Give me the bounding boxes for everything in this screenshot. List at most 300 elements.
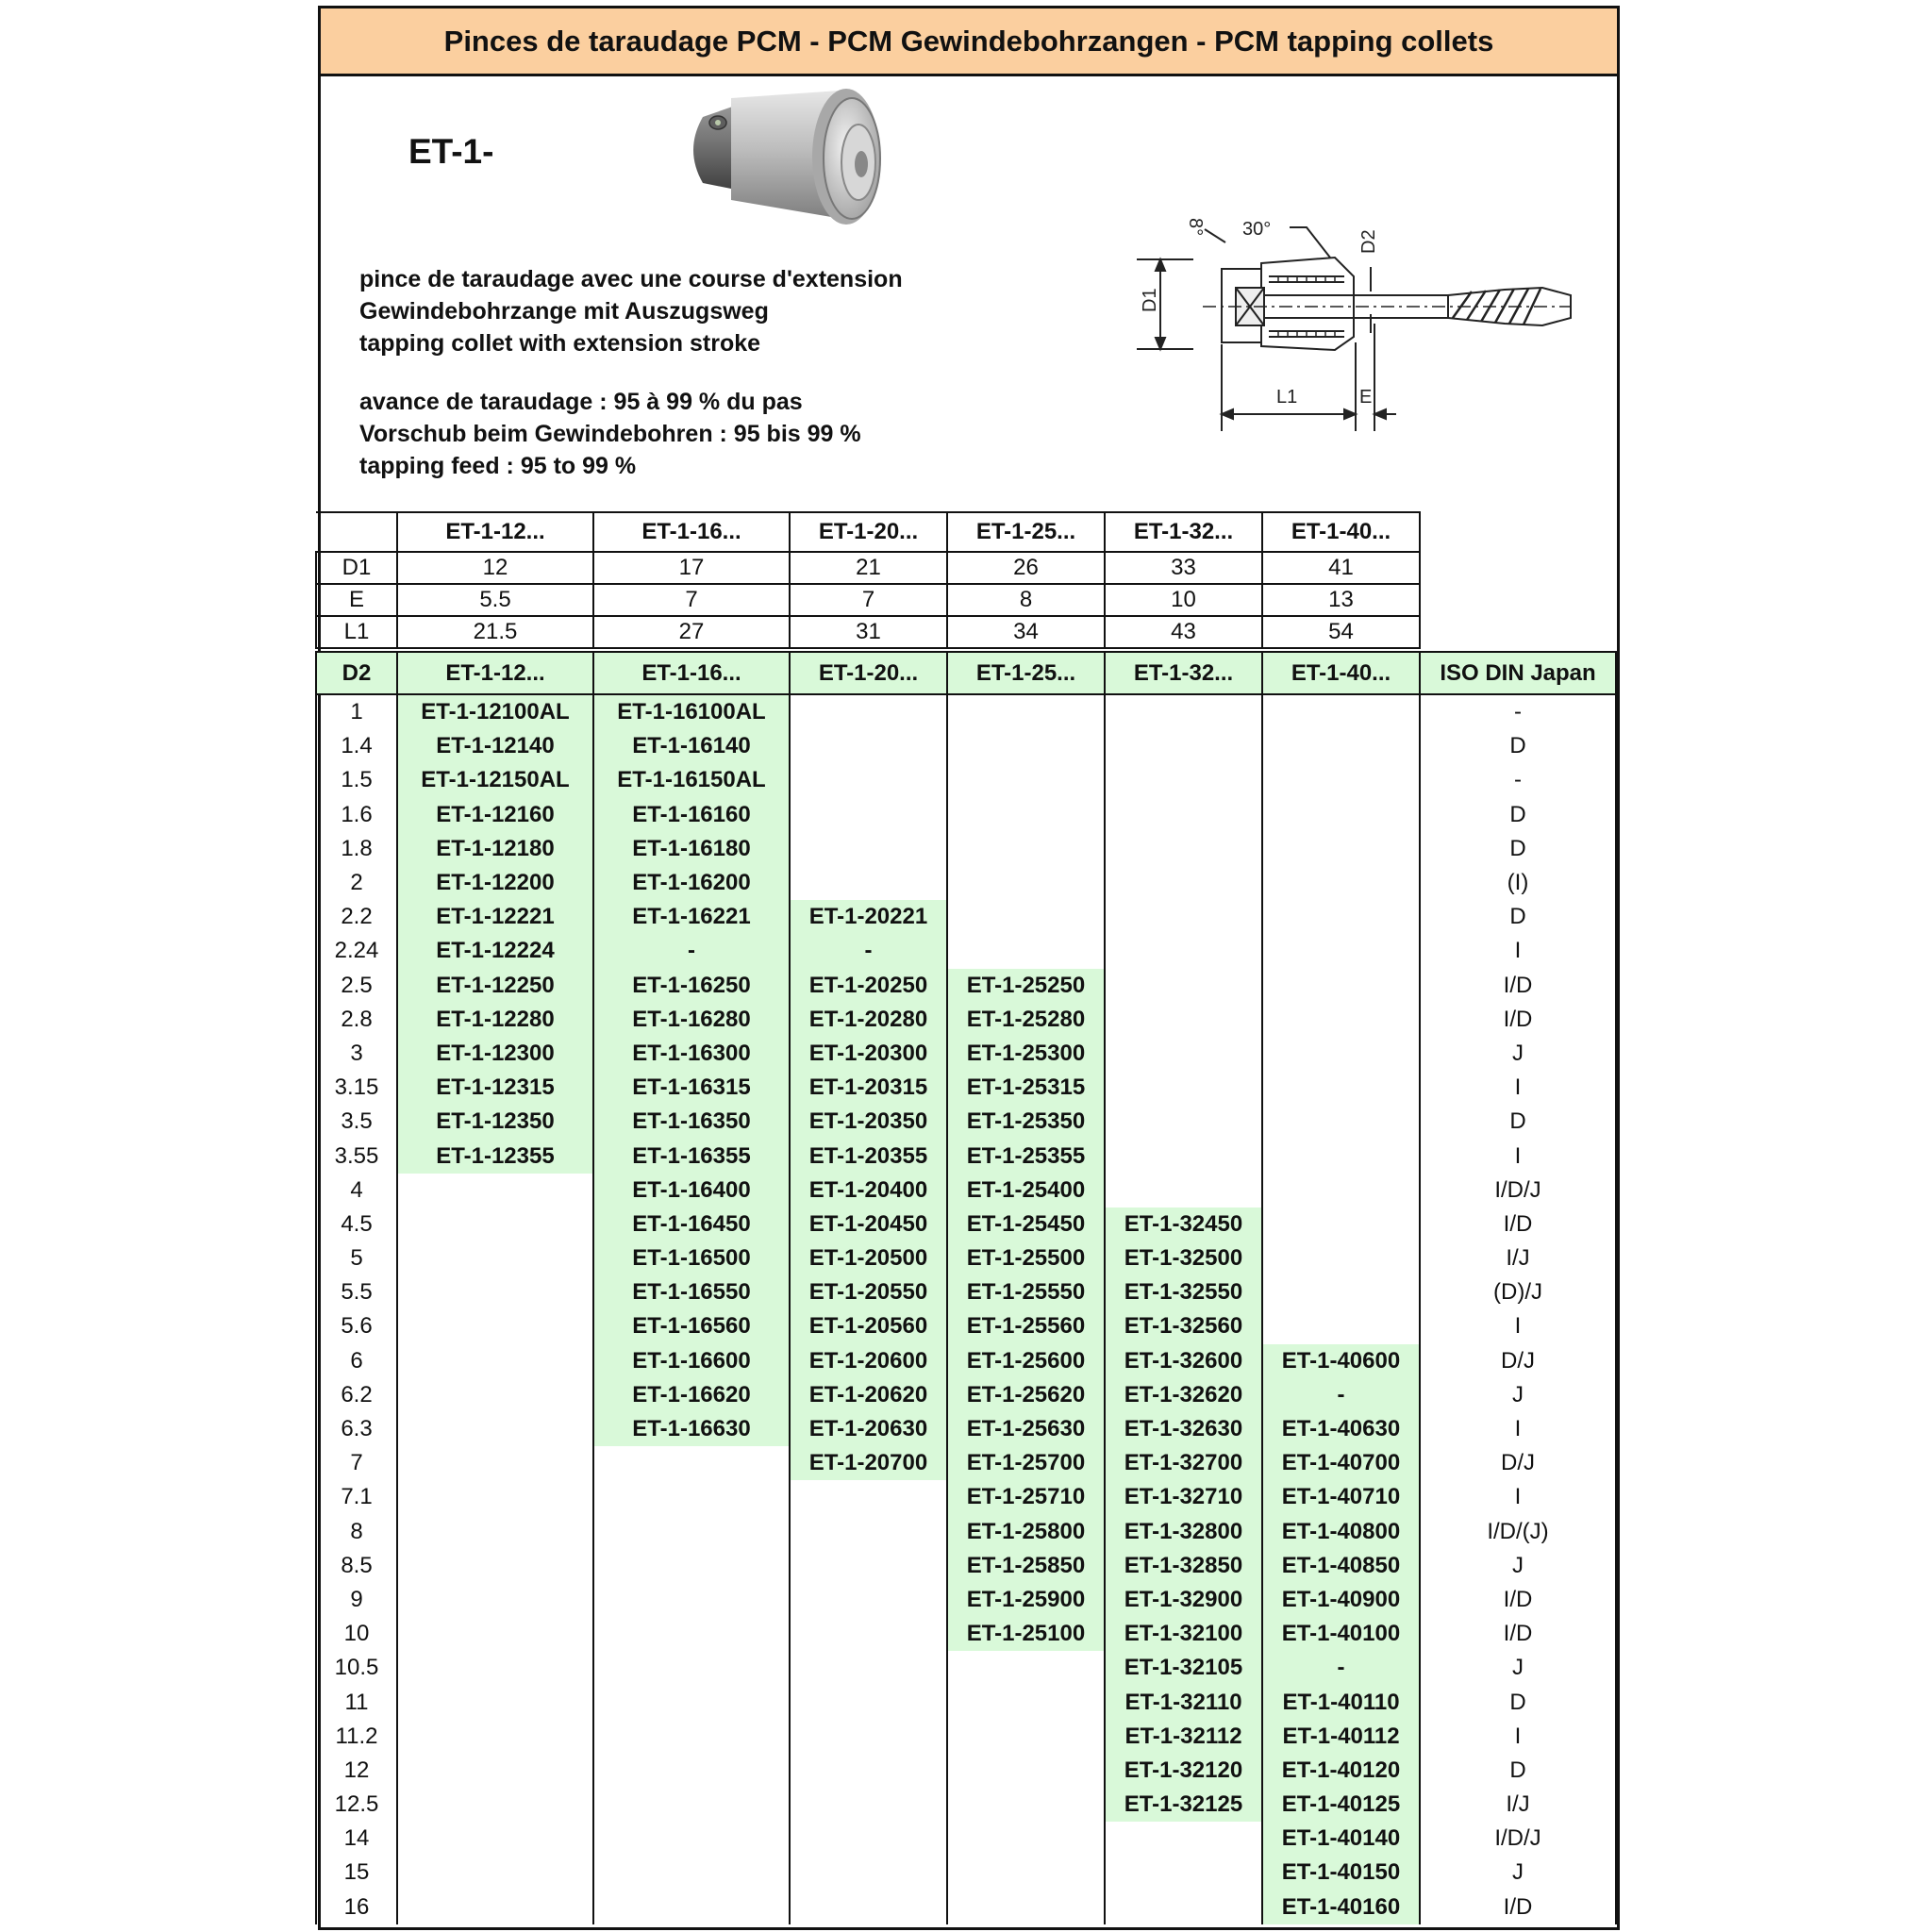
drawing-label-angle: 30° [1242,219,1272,240]
part-number: ET-1-20560 [790,1309,947,1343]
part-number: ET-1-16355 [593,1139,790,1173]
empty-cell [1105,1105,1262,1139]
part-number: ET-1-25355 [947,1139,1105,1173]
parts-header-row [316,652,1616,694]
d2-value: 3.55 [316,1139,397,1173]
part-number: ET-1-40125 [1262,1788,1420,1822]
d2-value: 5 [316,1241,397,1275]
empty-cell [397,1583,593,1617]
empty-cell [1262,969,1420,1003]
empty-cell [1105,934,1262,968]
table-row [316,1685,1616,1719]
dimension-value: 8 [947,584,1105,616]
empty-cell [397,1549,593,1583]
empty-cell [397,1480,593,1514]
table-row [316,1480,1616,1514]
part-number: ET-1-16400 [593,1174,790,1208]
empty-cell [593,1720,790,1754]
parts-d2-header: D2 [316,652,397,694]
dimension-value: 41 [1262,552,1420,584]
d2-value: 8 [316,1515,397,1549]
iso-din-japan-value: (I) [1420,866,1616,900]
part-number: ET-1-40112 [1262,1720,1420,1754]
dimensions-header-row [316,512,1420,552]
d2-value: 10.5 [316,1651,397,1685]
empty-cell [397,1754,593,1788]
iso-din-japan-value: J [1420,1651,1616,1685]
dimension-value: 31 [790,616,947,648]
empty-cell [947,1822,1105,1856]
empty-cell [397,1174,593,1208]
part-number: ET-1-20221 [790,900,947,934]
d2-value: 11 [316,1685,397,1719]
part-number: ET-1-32100 [1105,1617,1262,1651]
drawing-label-l1: L1 [1276,387,1298,408]
table-row [316,832,1616,866]
part-number: ET-1-25315 [947,1071,1105,1105]
dimensions-corner-cell [316,512,397,552]
empty-cell [790,1754,947,1788]
empty-cell [397,1651,593,1685]
empty-cell [947,1788,1105,1822]
table-row [316,1378,1616,1412]
iso-din-japan-value: J [1420,1037,1616,1071]
table-row [316,969,1616,1003]
part-number: ET-1-25550 [947,1275,1105,1309]
empty-cell [947,1890,1105,1924]
part-number: ET-1-32800 [1105,1515,1262,1549]
empty-cell [397,1378,593,1412]
empty-cell [947,1651,1105,1685]
table-row [316,1890,1616,1924]
dimension-value: 26 [947,552,1105,584]
empty-cell [1105,798,1262,832]
table-row [316,866,1616,900]
part-number: ET-1-16315 [593,1071,790,1105]
part-number: ET-1-25850 [947,1549,1105,1583]
part-number: ET-1-20550 [790,1275,947,1309]
d2-value: 2.24 [316,934,397,968]
d2-value: 5.6 [316,1309,397,1343]
d2-value: 12.5 [316,1788,397,1822]
iso-din-japan-value: J [1420,1378,1616,1412]
iso-din-japan-value: J [1420,1856,1616,1890]
part-number: ET-1-32550 [1105,1275,1262,1309]
table-row [316,1174,1616,1208]
part-number: ET-1-20280 [790,1003,947,1037]
empty-cell [790,832,947,866]
d2-value: 5.5 [316,1275,397,1309]
part-number: - [593,934,790,968]
iso-din-japan-value: I/J [1420,1788,1616,1822]
iso-din-japan-value: I/D [1420,1208,1616,1241]
table-row [316,1003,1616,1037]
d2-value: 3 [316,1037,397,1071]
table-row [316,1822,1616,1856]
parts-iso-header: ISO DIN Japan [1420,652,1616,694]
empty-cell [593,1788,790,1822]
part-number: ET-1-32600 [1105,1344,1262,1378]
part-number: ET-1-32700 [1105,1446,1262,1480]
dimension-value: 17 [593,552,790,584]
part-number: ET-1-25280 [947,1003,1105,1037]
d2-value: 8.5 [316,1549,397,1583]
empty-cell [1262,798,1420,832]
part-number: ET-1-32620 [1105,1378,1262,1412]
empty-cell [1262,1208,1420,1241]
feed-en: tapping feed : 95 to 99 % [359,453,637,479]
product-code: ET-1- [408,132,494,171]
empty-cell [947,866,1105,900]
part-number: ET-1-12350 [397,1105,593,1139]
feed-fr: avance de taraudage : 95 à 99 % du pas [359,389,803,415]
part-number: ET-1-32900 [1105,1583,1262,1617]
empty-cell [397,1344,593,1378]
description-block [359,263,903,359]
iso-din-japan-value: I/J [1420,1241,1616,1275]
empty-cell [397,1822,593,1856]
empty-cell [397,1241,593,1275]
iso-din-japan-value: I/D [1420,1890,1616,1924]
empty-cell [593,1549,790,1583]
empty-cell [790,1480,947,1514]
d2-value: 1.4 [316,729,397,763]
iso-din-japan-value: I [1420,1412,1616,1446]
iso-din-japan-value: I [1420,1139,1616,1173]
empty-cell [947,832,1105,866]
d2-value: 1 [316,694,397,729]
empty-cell [593,1822,790,1856]
part-number: ET-1-40600 [1262,1344,1420,1378]
table-row [316,1071,1616,1105]
parts-column-header: ET-1-12... [397,652,593,694]
empty-cell [1262,900,1420,934]
empty-cell [1105,1003,1262,1037]
iso-din-japan-value: J [1420,1549,1616,1583]
part-number: ET-1-25450 [947,1208,1105,1241]
d2-value: 2.2 [316,900,397,934]
part-number: ET-1-32120 [1105,1754,1262,1788]
empty-cell [593,1856,790,1890]
empty-cell [593,1685,790,1719]
part-number: ET-1-12150AL [397,763,593,797]
d2-value: 11.2 [316,1720,397,1754]
part-number: ET-1-40150 [1262,1856,1420,1890]
empty-cell [947,1720,1105,1754]
empty-cell [947,763,1105,797]
part-number: ET-1-20630 [790,1412,947,1446]
empty-cell [1262,1309,1420,1343]
d2-value: 6.3 [316,1412,397,1446]
table-row [316,1412,1616,1446]
empty-cell [947,798,1105,832]
dimensions-column-header: ET-1-25... [947,512,1105,552]
empty-cell [947,729,1105,763]
empty-cell [947,1856,1105,1890]
d2-value: 4.5 [316,1208,397,1241]
part-number: ET-1-12221 [397,900,593,934]
table-row [316,1651,1616,1685]
part-number: ET-1-16140 [593,729,790,763]
empty-cell [397,1446,593,1480]
empty-cell [1262,832,1420,866]
d2-value: 15 [316,1856,397,1890]
empty-cell [947,934,1105,968]
d2-value: 7 [316,1446,397,1480]
part-number: ET-1-16620 [593,1378,790,1412]
table-row [316,1241,1616,1275]
part-number: ET-1-16221 [593,900,790,934]
collet-photo [675,79,920,249]
part-number: ET-1-25600 [947,1344,1105,1378]
empty-cell [1105,1822,1262,1856]
dimensions-column-header: ET-1-12... [397,512,593,552]
part-number: ET-1-12200 [397,866,593,900]
part-number: ET-1-12180 [397,832,593,866]
part-number: - [790,934,947,968]
empty-cell [790,729,947,763]
feed-block [359,386,861,482]
table-row [316,798,1616,832]
table-row [316,763,1616,797]
empty-cell [1262,694,1420,729]
part-number: ET-1-20315 [790,1071,947,1105]
part-number: ET-1-12315 [397,1071,593,1105]
iso-din-japan-value: D/J [1420,1344,1616,1378]
empty-cell [593,1651,790,1685]
empty-cell [1105,1890,1262,1924]
iso-din-japan-value: D [1420,729,1616,763]
iso-din-japan-value: I/D/(J) [1420,1515,1616,1549]
part-number: ET-1-16630 [593,1412,790,1446]
iso-din-japan-value: I/D/J [1420,1174,1616,1208]
parts-column-header: ET-1-16... [593,652,790,694]
iso-din-japan-value: I/D [1420,1617,1616,1651]
part-number: ET-1-16450 [593,1208,790,1241]
part-number: ET-1-20400 [790,1174,947,1208]
drawing-label-angle-small: 8° [1185,218,1206,237]
iso-din-japan-value: D [1420,798,1616,832]
empty-cell [397,1788,593,1822]
table-row [316,1139,1616,1173]
iso-din-japan-value: I/D/J [1420,1822,1616,1856]
part-number: ET-1-25710 [947,1480,1105,1514]
part-number: ET-1-16300 [593,1037,790,1071]
part-number: ET-1-40710 [1262,1480,1420,1514]
feed-de: Vorschub beim Gewindebohren : 95 bis 99 % [359,421,861,447]
part-number: ET-1-32112 [1105,1720,1262,1754]
d2-value: 12 [316,1754,397,1788]
part-number: ET-1-20450 [790,1208,947,1241]
d2-value: 2.5 [316,969,397,1003]
empty-cell [947,1685,1105,1719]
part-number: ET-1-20355 [790,1139,947,1173]
table-row [316,1275,1616,1309]
part-number: ET-1-25400 [947,1174,1105,1208]
part-number: ET-1-32630 [1105,1412,1262,1446]
part-number: ET-1-16600 [593,1344,790,1378]
dimensions-column-header: ET-1-16... [593,512,790,552]
dimensions-column-header: ET-1-40... [1262,512,1420,552]
part-number: ET-1-16200 [593,866,790,900]
iso-din-japan-value: D [1420,1685,1616,1719]
empty-cell [1105,832,1262,866]
dimension-value: 21.5 [397,616,593,648]
empty-cell [1262,1071,1420,1105]
part-number: ET-1-16500 [593,1241,790,1275]
empty-cell [397,1890,593,1924]
table-row [316,1309,1616,1343]
drawing-label-e: E [1359,387,1373,408]
dimensions-table [315,511,1421,649]
part-number: ET-1-16550 [593,1275,790,1309]
empty-cell [947,1754,1105,1788]
part-number: ET-1-16560 [593,1309,790,1343]
d2-value: 1.8 [316,832,397,866]
table-row [316,1856,1616,1890]
empty-cell [790,1788,947,1822]
table-row [316,1344,1616,1378]
part-number: ET-1-20600 [790,1344,947,1378]
part-number: ET-1-40630 [1262,1412,1420,1446]
table-row [316,1515,1616,1549]
part-number: ET-1-25900 [947,1583,1105,1617]
empty-cell [790,694,947,729]
part-number: ET-1-32560 [1105,1309,1262,1343]
d2-value: 1.5 [316,763,397,797]
part-number: ET-1-20250 [790,969,947,1003]
parts-column-header: ET-1-40... [1262,652,1420,694]
empty-cell [1262,1003,1420,1037]
iso-din-japan-value: (D)/J [1420,1275,1616,1309]
part-number: ET-1-40110 [1262,1685,1420,1719]
part-number: ET-1-40140 [1262,1822,1420,1856]
part-number: ET-1-20700 [790,1446,947,1480]
table-row [316,1446,1616,1480]
part-number: ET-1-40100 [1262,1617,1420,1651]
iso-din-japan-value: I [1420,1480,1616,1514]
part-number: ET-1-12140 [397,729,593,763]
dimension-value: 7 [790,584,947,616]
empty-cell [790,1549,947,1583]
empty-cell [790,1617,947,1651]
empty-cell [1262,1174,1420,1208]
iso-din-japan-value: D [1420,1105,1616,1139]
empty-cell [1105,1139,1262,1173]
d2-value: 2 [316,866,397,900]
part-number: ET-1-40120 [1262,1754,1420,1788]
empty-cell [1262,866,1420,900]
part-number: ET-1-32105 [1105,1651,1262,1685]
empty-cell [397,1275,593,1309]
part-number: ET-1-12100AL [397,694,593,729]
part-number: ET-1-25700 [947,1446,1105,1480]
empty-cell [593,1446,790,1480]
empty-cell [593,1754,790,1788]
table-row [316,1583,1616,1617]
empty-cell [790,1515,947,1549]
drawing-label-d2: D2 [1358,229,1379,254]
empty-cell [1262,1037,1420,1071]
empty-cell [1105,729,1262,763]
dimensions-row [316,552,1420,584]
empty-cell [947,900,1105,934]
d2-value: 7.1 [316,1480,397,1514]
dimension-value: 34 [947,616,1105,648]
part-number: ET-1-25300 [947,1037,1105,1071]
iso-din-japan-value: I [1420,934,1616,968]
dimension-value: 33 [1105,552,1262,584]
empty-cell [1105,866,1262,900]
iso-din-japan-value: D [1420,832,1616,866]
d2-value: 2.8 [316,1003,397,1037]
table-row [316,729,1616,763]
empty-cell [1105,1174,1262,1208]
dimensions-column-header: ET-1-20... [790,512,947,552]
part-number: ET-1-12355 [397,1139,593,1173]
part-number: ET-1-16160 [593,798,790,832]
empty-cell [1105,694,1262,729]
iso-din-japan-value: - [1420,694,1616,729]
empty-cell [1105,1071,1262,1105]
d2-value: 3.5 [316,1105,397,1139]
empty-cell [397,1617,593,1651]
part-number: ET-1-12224 [397,934,593,968]
empty-cell [790,1720,947,1754]
part-number: ET-1-32450 [1105,1208,1262,1241]
empty-cell [397,1720,593,1754]
iso-din-japan-value: I/D [1420,1003,1616,1037]
empty-cell [1262,1105,1420,1139]
empty-cell [790,763,947,797]
table-row [316,1720,1616,1754]
table-row [316,1208,1616,1241]
iso-din-japan-value: D [1420,1754,1616,1788]
empty-cell [593,1515,790,1549]
dimension-label: D1 [316,552,397,584]
description-fr: pince de taraudage avec une course d'extension [359,266,903,292]
part-number: ET-1-12300 [397,1037,593,1071]
part-numbers-table [315,651,1617,1924]
part-number: ET-1-40800 [1262,1515,1420,1549]
empty-cell [790,1822,947,1856]
empty-cell [1105,969,1262,1003]
technical-drawing [1127,201,1580,446]
empty-cell [1105,900,1262,934]
part-number: - [1262,1651,1420,1685]
d2-value: 6.2 [316,1378,397,1412]
part-number: ET-1-16150AL [593,763,790,797]
part-number: ET-1-32710 [1105,1480,1262,1514]
part-number: ET-1-25500 [947,1241,1105,1275]
empty-cell [593,1890,790,1924]
empty-cell [1105,1037,1262,1071]
dimensions-row [316,584,1420,616]
iso-din-japan-value: I [1420,1309,1616,1343]
empty-cell [947,694,1105,729]
part-number: ET-1-25100 [947,1617,1105,1651]
empty-cell [790,1685,947,1719]
empty-cell [790,798,947,832]
dimension-value: 7 [593,584,790,616]
table-row [316,694,1616,729]
dimension-value: 27 [593,616,790,648]
empty-cell [397,1685,593,1719]
d2-value: 4 [316,1174,397,1208]
empty-cell [397,1515,593,1549]
empty-cell [790,866,947,900]
d2-value: 14 [316,1822,397,1856]
